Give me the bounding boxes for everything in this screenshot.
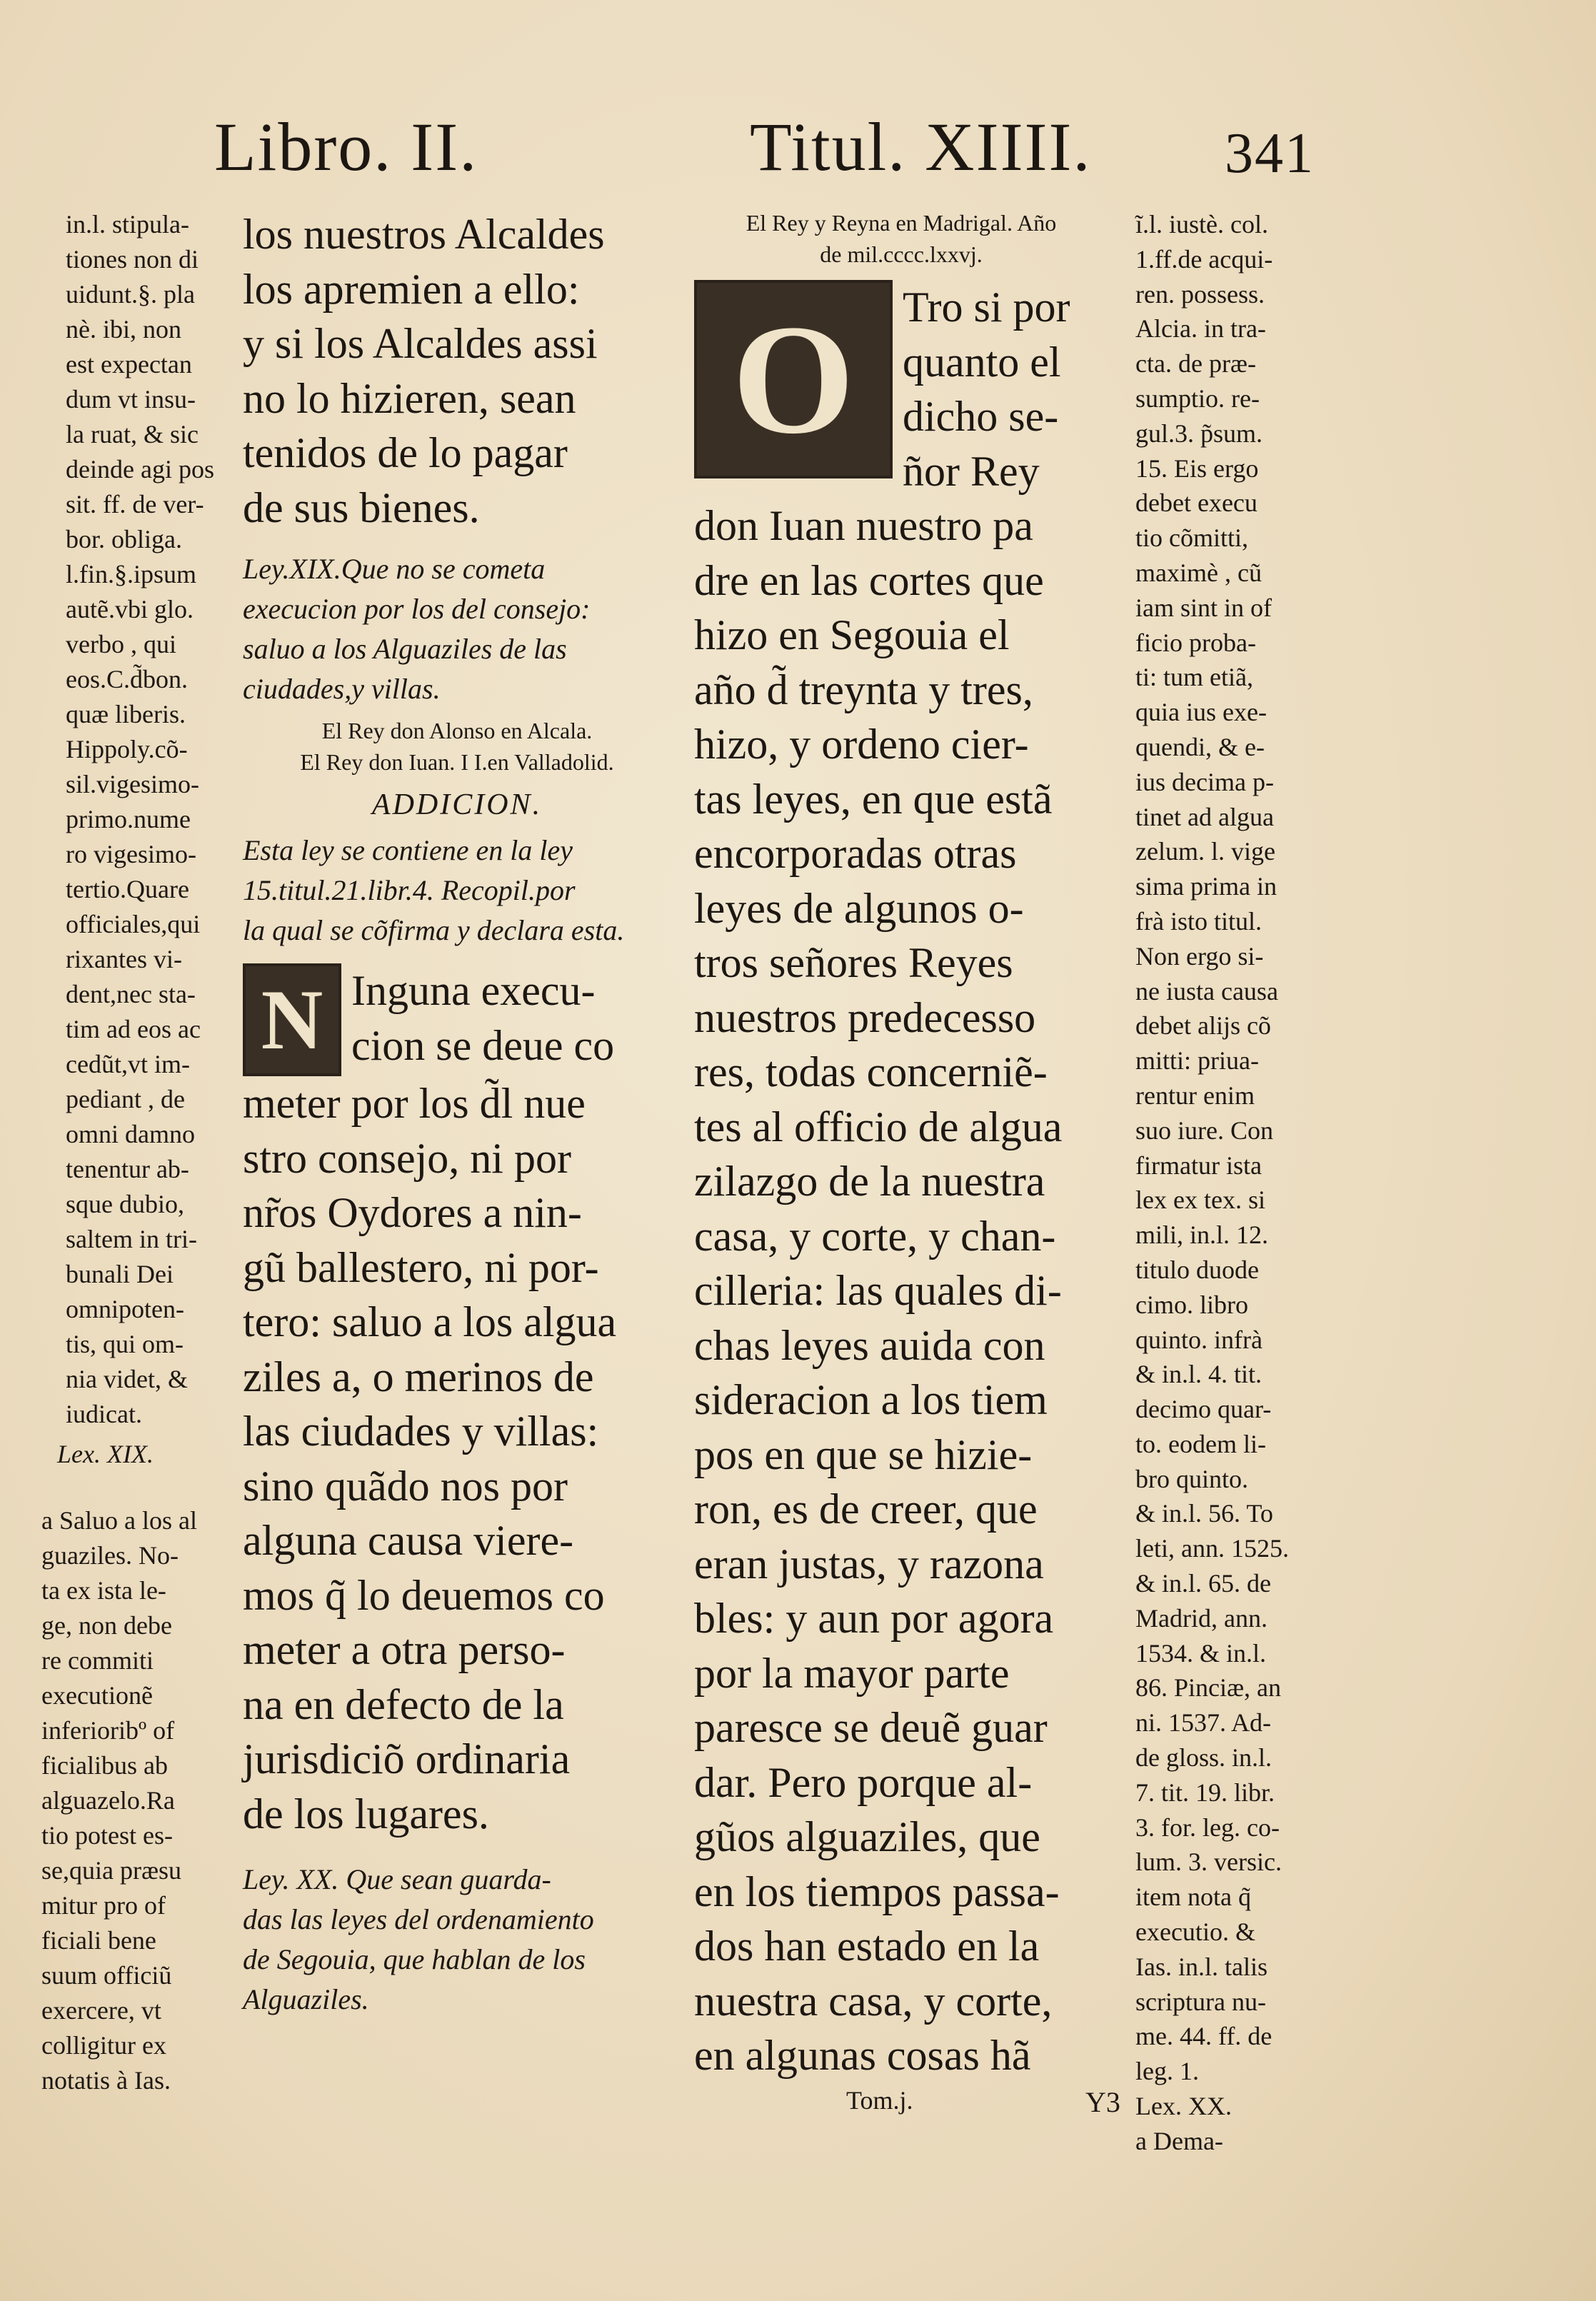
gloss-line: rentur enim xyxy=(1135,1081,1255,1110)
text-line: Inguna execu- xyxy=(351,967,596,1014)
signature-mark: Y3 xyxy=(1085,2086,1120,2118)
gloss-line: zelum. l. vige xyxy=(1135,837,1275,866)
text-line: nr̃os Oydores a nin- xyxy=(243,1189,582,1236)
gloss-line: leti, ann. 1525. xyxy=(1135,1534,1289,1563)
gloss-line: nia videt, & xyxy=(66,1365,188,1393)
gloss-line: ficiali bene xyxy=(41,1926,156,1955)
gloss-line: 15. Eis ergo xyxy=(1135,453,1259,483)
gloss-line: notatis à Ias. xyxy=(41,2066,171,2095)
text-line: meter por los d̃l nue xyxy=(243,1080,586,1127)
text-line: hizo en Segouia el xyxy=(694,611,1010,658)
gloss-line: nè. ibi, non xyxy=(66,315,181,344)
text-line: por la mayor parte xyxy=(694,1649,1010,1697)
gloss-line: item nota q̃ xyxy=(1135,1883,1251,1912)
law-19-text xyxy=(243,963,671,1841)
text-line: los nuestros Alcaldes xyxy=(243,211,605,258)
gloss-line: firmatur ista xyxy=(1135,1150,1262,1180)
text-line: stro consejo, ni por xyxy=(243,1134,571,1182)
gloss-line: ficio proba- xyxy=(1135,628,1256,657)
text-line: no lo hizieren, sean xyxy=(243,374,576,422)
main-column-left xyxy=(243,207,671,2020)
gloss-line: sque dubio, xyxy=(66,1190,184,1218)
gloss-line: ro vigesimo- xyxy=(66,840,196,868)
gloss-line: sumptio. re- xyxy=(1135,384,1260,413)
running-head-libro: Libro. II. xyxy=(214,109,478,185)
gloss-line: executionẽ xyxy=(41,1681,153,1710)
gloss-line: verbo , qui xyxy=(66,630,176,658)
rubric-line: saluo a los Alguaziles de las xyxy=(243,633,567,665)
gloss-line: ni. 1537. Ad- xyxy=(1135,1708,1272,1738)
text-line: dicho se- xyxy=(903,393,1059,440)
gloss-line: debet execu xyxy=(1135,488,1258,518)
gloss-line: 7. tit. 19. libr. xyxy=(1135,1778,1275,1807)
gloss-line: se,quia præsu xyxy=(41,1856,181,1885)
text-line: tas leyes, en que estã xyxy=(694,775,1053,823)
source-line: de mil.cccc.lxxvj. xyxy=(820,241,983,267)
rubric-line: de Segouia, que hablan de los xyxy=(243,1943,586,1975)
text-line: mos q̃ lo deuemos co xyxy=(243,1571,605,1619)
text-line: casa, y corte, y chan- xyxy=(694,1212,1056,1260)
text-line: tenidos de lo pagar xyxy=(243,429,568,476)
text-line: res, todas concerniẽ- xyxy=(694,1048,1048,1096)
gloss-line: est expectan xyxy=(66,350,192,379)
text-line: meter a otra perso- xyxy=(243,1626,566,1673)
opening-text xyxy=(243,207,671,535)
text-line: eran justas, y razona xyxy=(694,1540,1044,1588)
text-line: chas leyes auida con xyxy=(694,1321,1045,1369)
main-column-right xyxy=(694,207,1108,2083)
gloss-line: me. 44. ff. de xyxy=(1135,2022,1273,2051)
gloss-line: tis, qui om- xyxy=(66,1330,184,1358)
gloss-line: autẽ.vbi glo. xyxy=(66,595,194,623)
gloss-line: tio cõmitti, xyxy=(1135,523,1248,553)
adicion-text xyxy=(243,831,671,951)
gloss-line: frà isto titul. xyxy=(1135,906,1262,936)
gloss-line: Alcia. in tra- xyxy=(1135,314,1266,344)
rubric-line: Alguaziles. xyxy=(243,1983,369,2015)
gloss-line: mitti: priua- xyxy=(1135,1046,1259,1076)
gloss-line: ius decima p- xyxy=(1135,767,1274,796)
text-line: cilleria: las quales di- xyxy=(694,1267,1062,1314)
gloss-line: tertio.Quare xyxy=(66,875,189,903)
left-gloss-lex-marker: Lex. XIX. xyxy=(57,1440,154,1468)
gloss-line: lum. 3. versic. xyxy=(1135,1848,1282,1877)
left-marginal-gloss xyxy=(66,207,219,1432)
gloss-line: inferioribº of xyxy=(41,1716,175,1745)
adicion-line: la qual se cõfirma y declara esta. xyxy=(243,914,625,946)
gloss-line: sit. ff. de ver- xyxy=(66,490,204,518)
gloss-line: bro quinto. xyxy=(1135,1464,1248,1493)
gloss-line: l.fin.§.ipsum xyxy=(66,560,197,588)
gloss-line: quia ius exe- xyxy=(1135,698,1267,727)
rubric-line: das las leyes del ordenamiento xyxy=(243,1903,594,1935)
adicion-line: Esta ley se contiene en la ley xyxy=(243,834,573,866)
gloss-line: ĩ.l. iustè. col. xyxy=(1135,210,1268,239)
decorated-initial-o: O xyxy=(694,280,893,478)
right-marginal-gloss xyxy=(1135,207,1321,2159)
gloss-line: a Saluo a los al xyxy=(41,1506,197,1535)
text-line: Tro si por xyxy=(903,284,1070,331)
gloss-line: suum officiũ xyxy=(41,1961,172,1990)
gloss-line: iudicat. xyxy=(66,1400,142,1428)
rubric-law-20 xyxy=(243,1860,671,2020)
gloss-line: rixantes vi- xyxy=(66,945,182,973)
text-line: dar. Pero porque al- xyxy=(694,1758,1033,1806)
gloss-line: mitur pro of xyxy=(41,1891,166,1920)
gloss-line: Non ergo si- xyxy=(1135,941,1264,971)
rubric-line: Ley.XIX.Que no se cometa xyxy=(243,553,546,585)
gloss-line: saltem in tri- xyxy=(66,1225,197,1253)
gloss-line: exercere, vt xyxy=(41,1996,161,2025)
text-line: de sus bienes. xyxy=(243,483,480,531)
text-line: ñor Rey xyxy=(903,447,1040,495)
decorated-initial-n: N xyxy=(243,963,341,1076)
gloss-line: cimo. libro xyxy=(1135,1290,1248,1319)
text-line: cion se deue co xyxy=(351,1021,615,1069)
text-line: alguna causa viere- xyxy=(243,1517,574,1564)
folio-number: 341 xyxy=(1225,122,1315,185)
gloss-line: ren. possess. xyxy=(1135,279,1265,309)
text-line: las ciudades y villas: xyxy=(243,1408,599,1455)
text-line: zilazgo de la nuestra xyxy=(694,1158,1045,1205)
gloss-line: & in.l. 65. de xyxy=(1135,1569,1271,1598)
text-line: leyes de algunos o- xyxy=(694,884,1024,932)
gloss-line: in.l. stipula- xyxy=(66,210,189,239)
gloss-line: quæ liberis. xyxy=(66,700,186,728)
gloss-line: suo iure. Con xyxy=(1135,1116,1273,1145)
gloss-line: uidunt.§. pla xyxy=(66,280,195,309)
rubric-law-19 xyxy=(243,549,671,709)
text-line: tros señores Reyes xyxy=(694,939,1013,986)
gloss-line: colligitur ex xyxy=(41,2031,166,2060)
text-line: tes al officio de algua xyxy=(694,1103,1063,1150)
gloss-line: tinet ad algua xyxy=(1135,802,1274,831)
gloss-line: officiales,qui xyxy=(66,910,201,938)
rubric-line: Ley. XX. Que sean guarda- xyxy=(243,1863,551,1895)
gloss-line: 3. for. leg. co- xyxy=(1135,1813,1280,1842)
text-line: dos han estado en la xyxy=(694,1922,1040,1970)
gloss-line: titulo duode xyxy=(1135,1255,1259,1284)
text-line: bles: y aun por agora xyxy=(694,1595,1054,1642)
gloss-line: Hippoly.cõ- xyxy=(66,735,188,763)
gloss-line: bor. obliga. xyxy=(66,525,182,553)
gloss-line: omnipoten- xyxy=(66,1295,184,1323)
text-line: en algunas cosas hã xyxy=(694,2032,1031,2079)
gloss-line: primo.nume xyxy=(66,805,191,833)
text-line: ziles a, o merinos de xyxy=(243,1353,594,1400)
gloss-line: sima prima in xyxy=(1135,872,1277,901)
text-line: tero: saluo a los algua xyxy=(243,1298,617,1345)
text-line: na en defecto de la xyxy=(243,1680,564,1728)
text-line: pos en que se hizie- xyxy=(694,1430,1033,1478)
rubric-line: execucion por los del consejo: xyxy=(243,593,591,625)
rubric-line: ciudades,y villas. xyxy=(243,673,441,705)
gloss-line: Lex. XX. xyxy=(1135,2092,1232,2121)
gloss-line: tenentur ab- xyxy=(66,1155,189,1183)
source-law-20 xyxy=(694,207,1108,270)
gloss-line: & in.l. 56. To xyxy=(1135,1499,1273,1528)
text-line: nuestra casa, y corte, xyxy=(694,1977,1053,2025)
text-line: sino quãdo nos por xyxy=(243,1462,568,1510)
text-line: y si los Alcaldes assi xyxy=(243,320,598,367)
text-line: paresce se deuẽ guar xyxy=(694,1704,1048,1751)
gloss-line: Madrid, ann. xyxy=(1135,1603,1268,1633)
text-line: gũos alguaziles, que xyxy=(694,1813,1040,1860)
gloss-line: re commiti xyxy=(41,1646,154,1675)
source-line: El Rey don Iuan. I I.en Valladolid. xyxy=(300,749,614,775)
gloss-line: cta. de præ- xyxy=(1135,349,1256,379)
gloss-line: dum vt insu- xyxy=(66,385,196,413)
gloss-line: leg. 1. xyxy=(1135,2057,1199,2086)
gloss-line: bunali Dei xyxy=(66,1260,174,1288)
gloss-line: debet alijs cõ xyxy=(1135,1011,1271,1041)
text-line: jurisdiciõ ordinaria xyxy=(243,1735,571,1783)
text-line: de los lugares. xyxy=(243,1790,489,1838)
text-line: hizo, y ordeno cier- xyxy=(694,721,1029,768)
gloss-line: 1534. & in.l. xyxy=(1135,1638,1267,1668)
gloss-line: alguazelo.Ra xyxy=(41,1786,175,1815)
footer-volume: Tom.j. xyxy=(846,2086,913,2115)
gloss-line: tim ad eos ac xyxy=(66,1015,201,1043)
text-line: ron, es de creer, que xyxy=(694,1485,1038,1533)
gloss-line: lex ex tex. si xyxy=(1135,1185,1265,1215)
gloss-line: tio potest es- xyxy=(41,1821,173,1850)
gloss-line: ti: tum etiã, xyxy=(1135,663,1253,692)
gloss-line: quendi, & e- xyxy=(1135,732,1265,761)
gloss-line: to. eodem li- xyxy=(1135,1429,1266,1458)
gloss-line: 86. Pinciæ, an xyxy=(1135,1673,1281,1703)
gloss-line: de gloss. in.l. xyxy=(1135,1743,1273,1773)
law-20-text xyxy=(694,280,1108,2083)
text-line: sideracion a los tiem xyxy=(694,1376,1048,1423)
gloss-line: mili, in.l. 12. xyxy=(1135,1220,1269,1250)
text-line: gũ ballestero, ni por- xyxy=(243,1243,599,1291)
gloss-line: executio. & xyxy=(1135,1918,1255,1947)
gloss-line: maximè , cũ xyxy=(1135,558,1262,587)
gloss-line: ne iusta causa xyxy=(1135,976,1278,1006)
gloss-line: ge, non debe xyxy=(41,1611,172,1640)
sources-law-19 xyxy=(243,715,671,778)
text-line: año d̃ treynta y tres, xyxy=(694,666,1033,713)
gloss-line: & in.l. 4. tit. xyxy=(1135,1360,1263,1389)
gloss-line: decimo quar- xyxy=(1135,1395,1272,1424)
gloss-line: ficialibus ab xyxy=(41,1751,168,1780)
adicion-heading: ADDICION. xyxy=(371,788,543,821)
text-line: dre en las cortes que xyxy=(694,556,1044,604)
gloss-line: eos.C.d̃bon. xyxy=(66,665,188,693)
gloss-line: Ias. in.l. talis xyxy=(1135,1952,1268,1981)
text-line: quanto el xyxy=(903,338,1061,386)
gloss-line: gul.3. p̃sum. xyxy=(1135,418,1263,448)
gloss-line: pediant , de xyxy=(66,1085,185,1113)
text-line: los apremien a ello: xyxy=(243,265,580,313)
gloss-line: quinto. infrà xyxy=(1135,1325,1263,1354)
gloss-line: la ruat, & sic xyxy=(66,420,199,448)
text-line: encorporadas otras xyxy=(694,830,1017,877)
text-line: nuestros predecesso xyxy=(694,993,1036,1041)
gloss-line: a Dema- xyxy=(1135,2126,1223,2155)
gloss-line: omni damno xyxy=(66,1120,195,1148)
gloss-line: deinde agi pos xyxy=(66,455,214,483)
gloss-line: sil.vigesimo- xyxy=(66,770,199,798)
gloss-line: guaziles. No- xyxy=(41,1541,179,1570)
adicion-line: 15.titul.21.libr.4. Recopil.por xyxy=(243,874,576,906)
source-line: El Rey don Alonso en Alcala. xyxy=(321,718,593,743)
text-line: don Iuan nuestro pa xyxy=(694,502,1033,549)
gloss-line: dent,nec sta- xyxy=(66,980,196,1008)
gloss-line: 1.ff.de acqui- xyxy=(1135,244,1273,274)
text-line: en los tiempos passa- xyxy=(694,1868,1060,1915)
gloss-line: ta ex ista le- xyxy=(41,1576,166,1605)
gloss-line: cedũt,vt im- xyxy=(66,1050,190,1078)
left-marginal-gloss-lower xyxy=(41,1503,220,2098)
running-head-titul: Titul. XIIII. xyxy=(750,109,1092,185)
gloss-line: iam sint in of xyxy=(1135,593,1272,622)
source-line: El Rey y Reyna en Madrigal. Año xyxy=(746,210,1057,236)
gloss-line: scriptura nu- xyxy=(1135,1987,1266,2016)
gloss-line: tiones non di xyxy=(66,245,199,274)
